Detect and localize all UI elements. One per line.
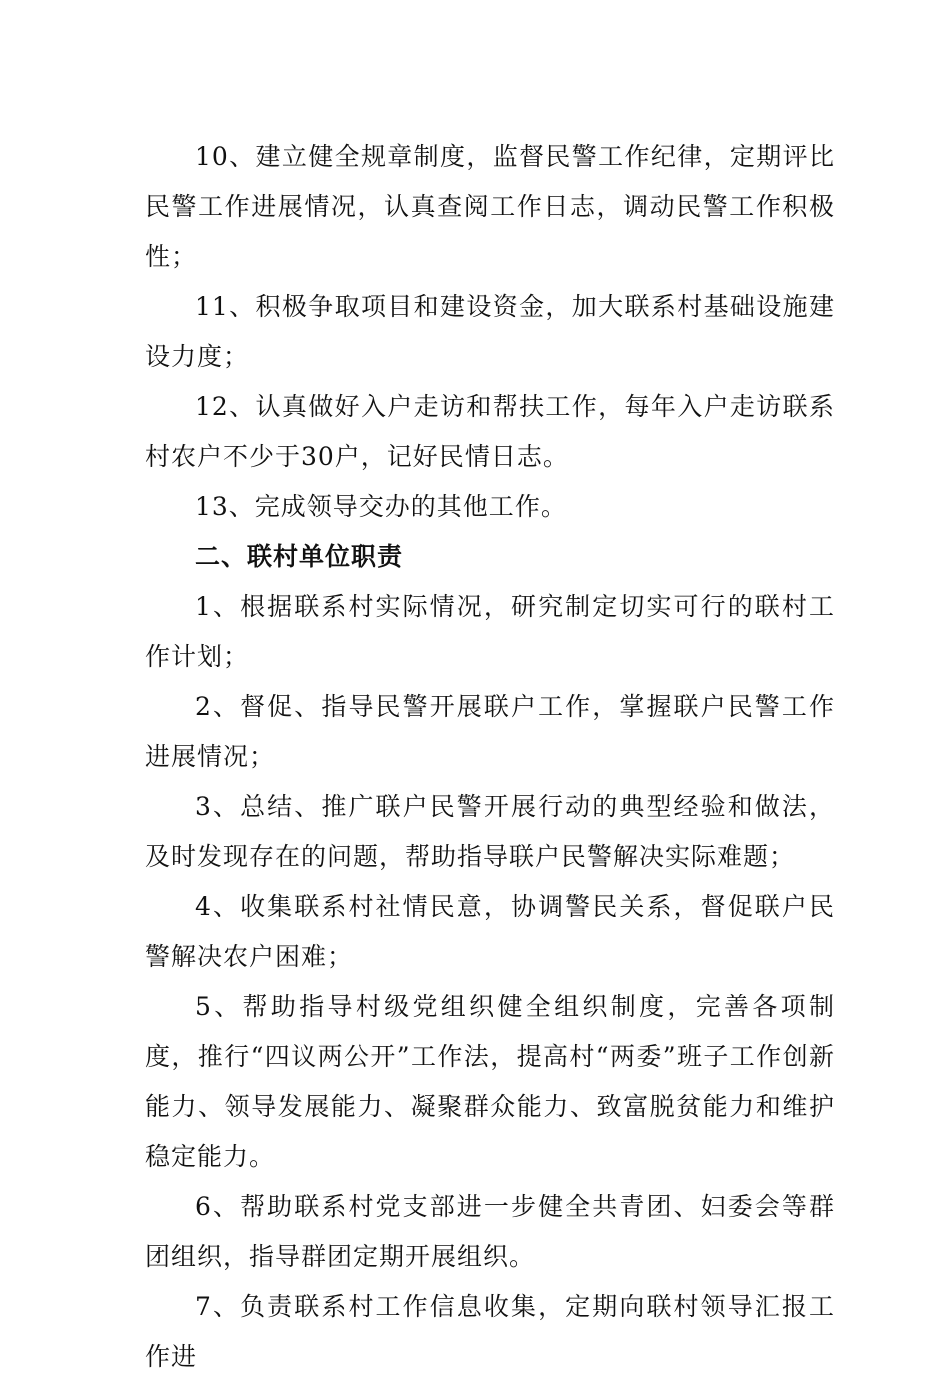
paragraph-6: 6、帮助联系村党支部进一步健全共青团、妇委会等群团组织，指导群团定期开展组织。 [145, 1192, 835, 1271]
paragraph-2: 2、督促、指导民警开展联户工作，掌握联户民警工作进展情况； [145, 692, 835, 771]
paragraph-11: 11、积极争取项目和建设资金，加大联系村基础设施建设力度； [145, 292, 835, 371]
paragraph-1: 1、根据联系村实际情况，研究制定切实可行的联村工作计划； [145, 592, 835, 671]
paragraph-7: 7、负责联系村工作信息收集，定期向联村领导汇报工作进 [145, 1292, 835, 1371]
document-body [145, 132, 835, 1382]
paragraph-12: 12、认真做好入户走访和帮扶工作，每年入户走访联系村农户不少于30户，记好民情日志。 [145, 392, 835, 471]
paragraph-4: 4、收集联系村社情民意，协调警民关系，督促联户民警解决农户困难； [145, 892, 835, 971]
paragraph-3: 3、总结、推广联户民警开展行动的典型经验和做法，及时发现存在的问题，帮助指导联户民警解决实际难题； [145, 792, 835, 871]
paragraph-5: 5、帮助指导村级党组织健全组织制度，完善各项制度，推行“四议两公开”工作法，提高村“两委”班子工作创新能力、领导发展能力、凝聚群众能力、致富脱贫能力和维护稳定能力。 [145, 992, 835, 1171]
paragraph-13: 13、完成领导交办的其他工作。 [195, 492, 567, 521]
section-heading: 二、联村单位职责 [195, 542, 404, 571]
paragraph-10: 10、建立健全规章制度，监督民警工作纪律，定期评比民警工作进展情况，认真查阅工作日志，调动民警工作积极性； [145, 142, 835, 271]
